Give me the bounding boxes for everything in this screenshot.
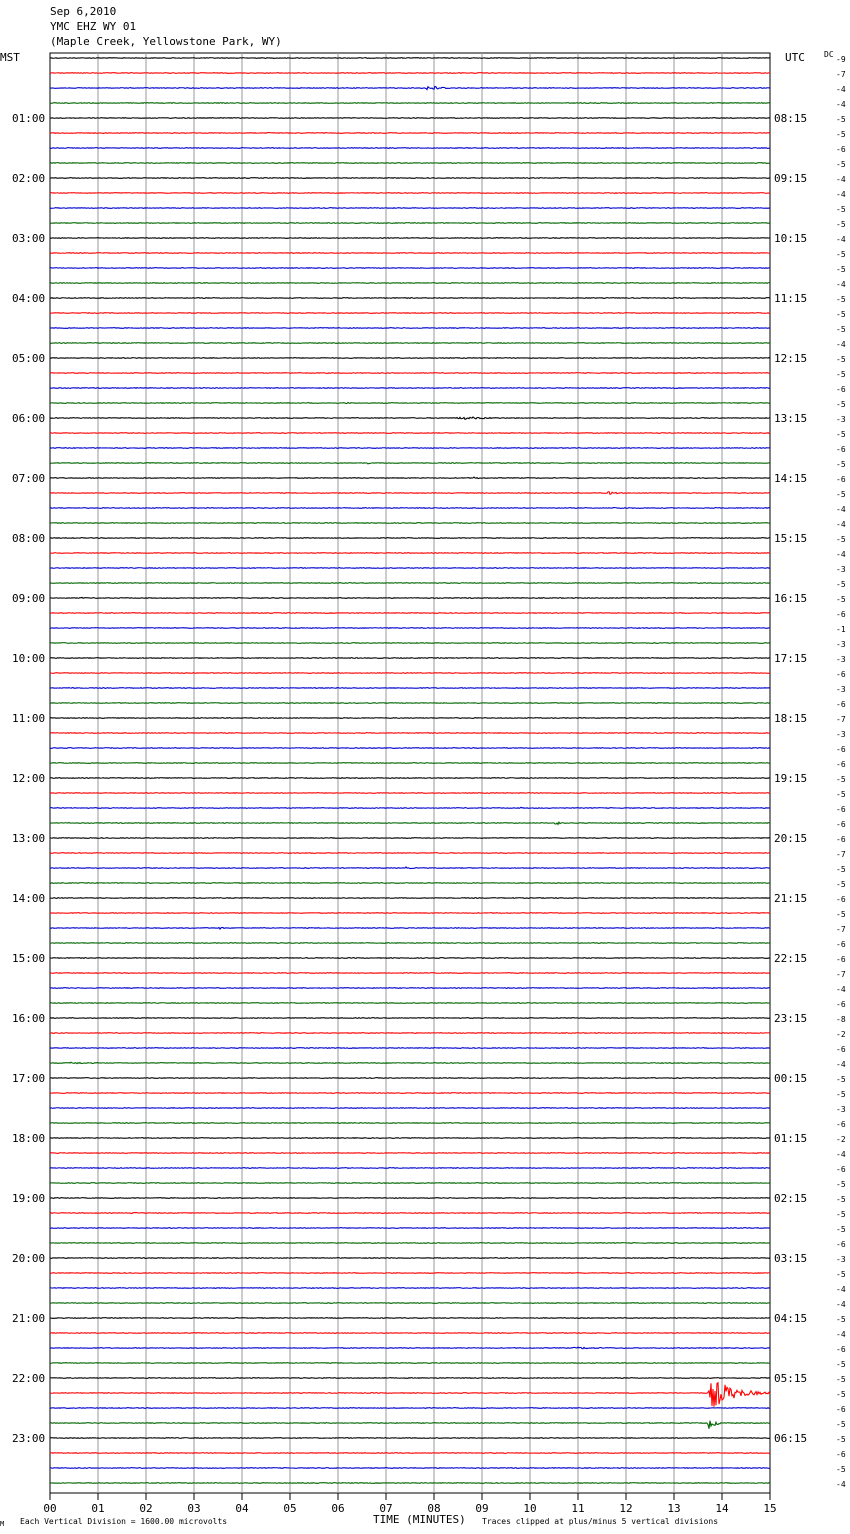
x-tick-label: 05 xyxy=(283,1502,297,1515)
trace-line xyxy=(50,1383,770,1407)
x-tick-label: 02 xyxy=(139,1502,153,1515)
dc-offset-label: -7 xyxy=(836,850,846,859)
trace-line xyxy=(50,1003,770,1004)
trace-line xyxy=(50,853,770,854)
dc-offset-label: -1 xyxy=(836,625,846,634)
utc-hour-label: 18:15 xyxy=(774,712,808,725)
utc-hour-label: 10:15 xyxy=(774,232,808,245)
x-tick-label: 03 xyxy=(187,1502,201,1515)
trace-line xyxy=(50,643,770,644)
vertical-division-note: Each Vertical Division = 1600.00 microvolts xyxy=(20,1517,228,1526)
trace-line xyxy=(50,733,770,734)
trace-line xyxy=(50,807,770,808)
dc-offset-label: -5 xyxy=(836,1375,846,1384)
dc-offset-label: -4 xyxy=(836,235,846,244)
dc-offset-label: -4 xyxy=(836,340,846,349)
trace-line xyxy=(50,193,770,194)
dc-offset-label: -6 xyxy=(836,1045,846,1054)
dc-offset-label: -6 xyxy=(836,1240,846,1249)
trace-line xyxy=(50,463,770,464)
trace-line xyxy=(50,1408,770,1409)
dc-offset-label: -5 xyxy=(836,400,846,409)
dc-offset-label: -4 xyxy=(836,505,846,514)
trace-line xyxy=(50,927,770,929)
trace-line xyxy=(50,1183,770,1184)
trace-line xyxy=(50,1018,770,1019)
dc-offset-label: -5 xyxy=(836,910,846,919)
mst-hour-label: 04:00 xyxy=(12,292,46,305)
dc-offset-label: -6 xyxy=(836,610,846,619)
dc-offset-label: -5 xyxy=(836,115,846,124)
trace-line xyxy=(50,388,770,389)
dc-offset-label: -5 xyxy=(836,580,846,589)
trace-line xyxy=(50,688,770,689)
mst-hour-label: 08:00 xyxy=(12,532,46,545)
mst-hour-label: 09:00 xyxy=(12,592,46,605)
trace-line xyxy=(50,793,770,794)
trace-line xyxy=(50,913,770,914)
dc-offset-label: -5 xyxy=(836,1075,846,1084)
dc-offset-label: -4 xyxy=(836,520,846,529)
x-tick-label: 01 xyxy=(91,1502,105,1515)
dc-offset-label: -6 xyxy=(836,745,846,754)
dc-offset-label: -5 xyxy=(836,1270,846,1279)
trace-line xyxy=(50,778,770,779)
dc-offset-label: -5 xyxy=(836,1090,846,1099)
mst-hour-label: 15:00 xyxy=(12,952,46,965)
dc-offset-label: -4 xyxy=(836,190,846,199)
dc-offset-label: -5 xyxy=(836,880,846,889)
trace-line xyxy=(50,597,770,598)
utc-hour-label: 13:15 xyxy=(774,412,808,425)
trace-line xyxy=(50,883,770,884)
mst-hour-label: 05:00 xyxy=(12,352,46,365)
dc-offset-label: -5 xyxy=(836,1210,846,1219)
utc-hour-label: 08:15 xyxy=(774,112,808,125)
dc-offset-label: -6 xyxy=(836,955,846,964)
dc-offset-label: -3 xyxy=(836,1255,846,1264)
trace-line xyxy=(50,148,770,149)
dc-offset-label: -5 xyxy=(836,595,846,604)
x-tick-label: 04 xyxy=(235,1502,249,1515)
trace-line xyxy=(50,328,770,329)
trace-line xyxy=(50,1153,770,1154)
dc-offset-label: -5 xyxy=(836,1225,846,1234)
trace-line xyxy=(50,838,770,839)
trace-line xyxy=(50,1093,770,1094)
mst-hour-label: 01:00 xyxy=(12,112,46,125)
dc-offset-label: -7 xyxy=(836,70,846,79)
trace-line xyxy=(50,748,770,749)
dc-offset-label: -3 xyxy=(836,730,846,739)
mst-hour-label: 06:00 xyxy=(12,412,46,425)
dc-offset-label: -6 xyxy=(836,895,846,904)
dc-offset-label: -5 xyxy=(836,370,846,379)
dc-offset-label: -4 xyxy=(836,1060,846,1069)
dc-offset-label: -4 xyxy=(836,1150,846,1159)
trace-line xyxy=(50,1318,770,1319)
dc-offset-label: -5 xyxy=(836,1465,846,1474)
dc-offset-label: -5 xyxy=(836,775,846,784)
dc-offset-label: -4 xyxy=(836,280,846,289)
trace-line xyxy=(50,538,770,539)
trace-line xyxy=(50,313,770,314)
trace-line xyxy=(50,973,770,974)
dc-offset-label: -3 xyxy=(836,685,846,694)
dc-offset-label: -3 xyxy=(836,415,846,424)
trace-line xyxy=(50,448,770,449)
trace-line xyxy=(50,298,770,299)
dc-offset-label: -6 xyxy=(836,1345,846,1354)
mst-hour-label: 12:00 xyxy=(12,772,46,785)
trace-line xyxy=(50,718,770,719)
trace-line xyxy=(50,417,770,419)
trace-line xyxy=(50,373,770,374)
plot-frame xyxy=(50,53,770,1493)
dc-offset-label: -6 xyxy=(836,1165,846,1174)
trace-line xyxy=(50,1213,770,1214)
trace-line xyxy=(50,703,770,704)
trace-line xyxy=(50,1288,770,1289)
trace-line xyxy=(50,763,770,764)
dc-offset-label: -5 xyxy=(836,325,846,334)
dc-offset-label: -5 xyxy=(836,1180,846,1189)
trace-line xyxy=(50,1138,770,1139)
x-tick-label: 08 xyxy=(427,1502,441,1515)
mst-hour-label: 07:00 xyxy=(12,472,46,485)
trace-line xyxy=(50,1108,770,1109)
trace-line xyxy=(50,103,770,104)
x-tick-label: 15 xyxy=(763,1502,777,1515)
dc-offset-label: -3 xyxy=(836,640,846,649)
trace-line xyxy=(50,86,770,89)
dc-offset-label: -5 xyxy=(836,250,846,259)
x-tick-label: 13 xyxy=(667,1502,681,1515)
x-axis-title: TIME (MINUTES) xyxy=(373,1513,466,1526)
dc-offset-label: -5 xyxy=(836,160,846,169)
trace-line xyxy=(50,568,770,569)
trace-line xyxy=(50,1228,770,1229)
trace-line xyxy=(50,1078,770,1079)
utc-hour-label: 00:15 xyxy=(774,1072,808,1085)
chart-station: YMC EHZ WY 01 xyxy=(50,20,137,33)
trace-line xyxy=(50,658,770,659)
trace-line xyxy=(50,492,770,495)
dc-offset-label: -6 xyxy=(836,820,846,829)
utc-hour-label: 02:15 xyxy=(774,1192,808,1205)
utc-hour-label: 01:15 xyxy=(774,1132,808,1145)
trace-line xyxy=(50,163,770,164)
trace-line xyxy=(50,1347,770,1349)
dc-offset-label: -5 xyxy=(836,130,846,139)
clip-note: Traces clipped at plus/minus 5 vertical divisions xyxy=(482,1517,719,1526)
trace-line xyxy=(50,822,770,824)
trace-line xyxy=(50,1168,770,1169)
trace-line xyxy=(50,358,770,359)
dc-offset-label: -4 xyxy=(836,175,846,184)
x-tick-label: 14 xyxy=(715,1502,729,1515)
utc-hour-label: 09:15 xyxy=(774,172,808,185)
mst-hour-label: 19:00 xyxy=(12,1192,46,1205)
trace-line xyxy=(50,1258,770,1259)
dc-offset-label: -6 xyxy=(836,445,846,454)
trace-line xyxy=(50,268,770,269)
dc-offset-label: -4 xyxy=(836,1285,846,1294)
mst-hour-label: 03:00 xyxy=(12,232,46,245)
x-tick-label: 09 xyxy=(475,1502,489,1515)
trace-line xyxy=(50,253,770,254)
mst-hour-label: 17:00 xyxy=(12,1072,46,1085)
dc-offset-label: -6 xyxy=(836,940,846,949)
dc-offset-label: -6 xyxy=(836,670,846,679)
dc-offset-label: -5 xyxy=(836,490,846,499)
dc-offset-label: -5 xyxy=(836,865,846,874)
mst-hour-label: 22:00 xyxy=(12,1372,46,1385)
trace-line xyxy=(50,402,770,403)
dc-offset-label: -5 xyxy=(836,1420,846,1429)
trace-line xyxy=(50,238,770,239)
trace-line xyxy=(50,343,770,344)
trace-line xyxy=(50,673,770,674)
dc-offset-label: -5 xyxy=(836,1315,846,1324)
trace-line xyxy=(50,1378,770,1379)
x-tick-label: 00 xyxy=(43,1502,57,1515)
trace-line xyxy=(50,1243,770,1244)
chart-location: (Maple Creek, Yellowstone Park, WY) xyxy=(50,35,282,48)
trace-line xyxy=(50,1303,770,1304)
dc-offset-label: -4 xyxy=(836,985,846,994)
dc-offset-label: -7 xyxy=(836,925,846,934)
dc-offset-label: -4 xyxy=(836,1480,846,1489)
trace-line xyxy=(50,1453,770,1454)
utc-hour-label: 05:15 xyxy=(774,1372,808,1385)
trace-line xyxy=(50,508,770,509)
dc-offset-label: -6 xyxy=(836,385,846,394)
utc-hour-label: 21:15 xyxy=(774,892,808,905)
utc-hour-label: 14:15 xyxy=(774,472,808,485)
dc-offset-label: -5 xyxy=(836,1435,846,1444)
trace-line xyxy=(50,613,770,614)
dc-offset-label: -7 xyxy=(836,715,846,724)
dc-offset-label: -9 xyxy=(836,55,846,64)
utc-hour-label: 03:15 xyxy=(774,1252,808,1265)
x-tick-label: 12 xyxy=(619,1502,633,1515)
trace-line xyxy=(50,628,770,629)
dc-offset-label: -3 xyxy=(836,655,846,664)
dc-offset-label: -8 xyxy=(836,1015,846,1024)
trace-line xyxy=(50,1123,770,1124)
dc-offset-label: -6 xyxy=(836,760,846,769)
trace-line xyxy=(50,178,770,179)
dc-offset-label: -5 xyxy=(836,430,846,439)
utc-hour-label: 04:15 xyxy=(774,1312,808,1325)
dc-offset-label: -5 xyxy=(836,1390,846,1399)
dc-offset-label: -6 xyxy=(836,1405,846,1414)
trace-line xyxy=(50,1363,770,1364)
mst-hour-label: 18:00 xyxy=(12,1132,46,1145)
corner-mark: M xyxy=(0,1520,5,1528)
mst-hour-label: 11:00 xyxy=(12,712,46,725)
dc-offset-label: -6 xyxy=(836,805,846,814)
dc-offset-label: -5 xyxy=(836,310,846,319)
trace-line xyxy=(50,283,770,284)
mst-hour-label: 10:00 xyxy=(12,652,46,665)
x-tick-label: 10 xyxy=(523,1502,537,1515)
trace-line xyxy=(50,208,770,209)
dc-offset-label: -6 xyxy=(836,1000,846,1009)
trace-line xyxy=(50,1438,770,1439)
trace-line xyxy=(50,553,770,554)
trace-line xyxy=(50,1198,770,1199)
trace-line xyxy=(50,433,770,434)
x-tick-label: 06 xyxy=(331,1502,345,1515)
mst-hour-label: 02:00 xyxy=(12,172,46,185)
dc-offset-label: -3 xyxy=(836,1105,846,1114)
dc-offset-label: -5 xyxy=(836,355,846,364)
dc-offset-label: -6 xyxy=(836,1120,846,1129)
mst-hour-label: 21:00 xyxy=(12,1312,46,1325)
dc-offset-label: -5 xyxy=(836,790,846,799)
utc-hour-label: 15:15 xyxy=(774,532,808,545)
trace-line xyxy=(50,73,770,74)
trace-line xyxy=(50,958,770,959)
dc-offset-label: -5 xyxy=(836,1195,846,1204)
trace-line xyxy=(50,1468,770,1469)
trace-line xyxy=(50,1273,770,1274)
x-tick-label: 07 xyxy=(379,1502,393,1515)
mst-hour-label: 13:00 xyxy=(12,832,46,845)
dc-offset-label: -4 xyxy=(836,1330,846,1339)
dc-offset-label: -5 xyxy=(836,265,846,274)
dc-offset-label: -5 xyxy=(836,295,846,304)
utc-hour-label: 22:15 xyxy=(774,952,808,965)
dc-offset-label: -6 xyxy=(836,1450,846,1459)
dc-offset-label: -6 xyxy=(836,700,846,709)
mst-axis-label: MST xyxy=(0,51,20,64)
utc-axis-label: UTC xyxy=(785,51,805,64)
dc-offset-label: -5 xyxy=(836,205,846,214)
trace-line xyxy=(50,133,770,134)
dc-offset-label: -7 xyxy=(836,970,846,979)
trace-line xyxy=(50,943,770,944)
chart-date: Sep 6,2010 xyxy=(50,5,117,18)
dc-offset-label: -3 xyxy=(836,565,846,574)
trace-line xyxy=(50,477,770,478)
mst-hour-label: 14:00 xyxy=(12,892,46,905)
utc-hour-label: 11:15 xyxy=(774,292,808,305)
utc-hour-label: 12:15 xyxy=(774,352,808,365)
utc-hour-label: 23:15 xyxy=(774,1012,808,1025)
dc-offset-label: -2 xyxy=(836,1030,846,1039)
mst-hour-label: 20:00 xyxy=(12,1252,46,1265)
mst-hour-label: 23:00 xyxy=(12,1432,46,1445)
dc-offset-label: -4 xyxy=(836,550,846,559)
utc-hour-label: 20:15 xyxy=(774,832,808,845)
trace-line xyxy=(50,223,770,224)
dc-offset-label: -4 xyxy=(836,100,846,109)
dc-offset-label: -5 xyxy=(836,220,846,229)
dc-label: DC xyxy=(824,50,834,59)
trace-line xyxy=(50,1048,770,1049)
utc-hour-label: 16:15 xyxy=(774,592,808,605)
dc-offset-label: -4 xyxy=(836,1300,846,1309)
dc-offset-label: -2 xyxy=(836,1135,846,1144)
utc-hour-label: 06:15 xyxy=(774,1432,808,1445)
trace-line xyxy=(50,1483,770,1484)
trace-line xyxy=(50,1421,770,1429)
trace-line xyxy=(50,1333,770,1334)
utc-hour-label: 17:15 xyxy=(774,652,808,665)
dc-offset-label: -4 xyxy=(836,85,846,94)
dc-offset-label: -6 xyxy=(836,835,846,844)
dc-offset-label: -5 xyxy=(836,1360,846,1369)
dc-offset-label: -5 xyxy=(836,460,846,469)
trace-line xyxy=(50,988,770,989)
dc-offset-label: -6 xyxy=(836,475,846,484)
trace-line xyxy=(50,898,770,899)
dc-offset-label: -6 xyxy=(836,145,846,154)
mst-hour-label: 16:00 xyxy=(12,1012,46,1025)
trace-line xyxy=(50,583,770,584)
trace-line xyxy=(50,867,770,869)
utc-hour-label: 19:15 xyxy=(774,772,808,785)
trace-line xyxy=(50,1033,770,1034)
dc-offset-label: -5 xyxy=(836,535,846,544)
trace-line xyxy=(50,58,770,59)
trace-line xyxy=(50,523,770,524)
trace-line xyxy=(50,118,770,119)
trace-line xyxy=(50,1062,770,1063)
x-tick-label: 11 xyxy=(571,1502,585,1515)
